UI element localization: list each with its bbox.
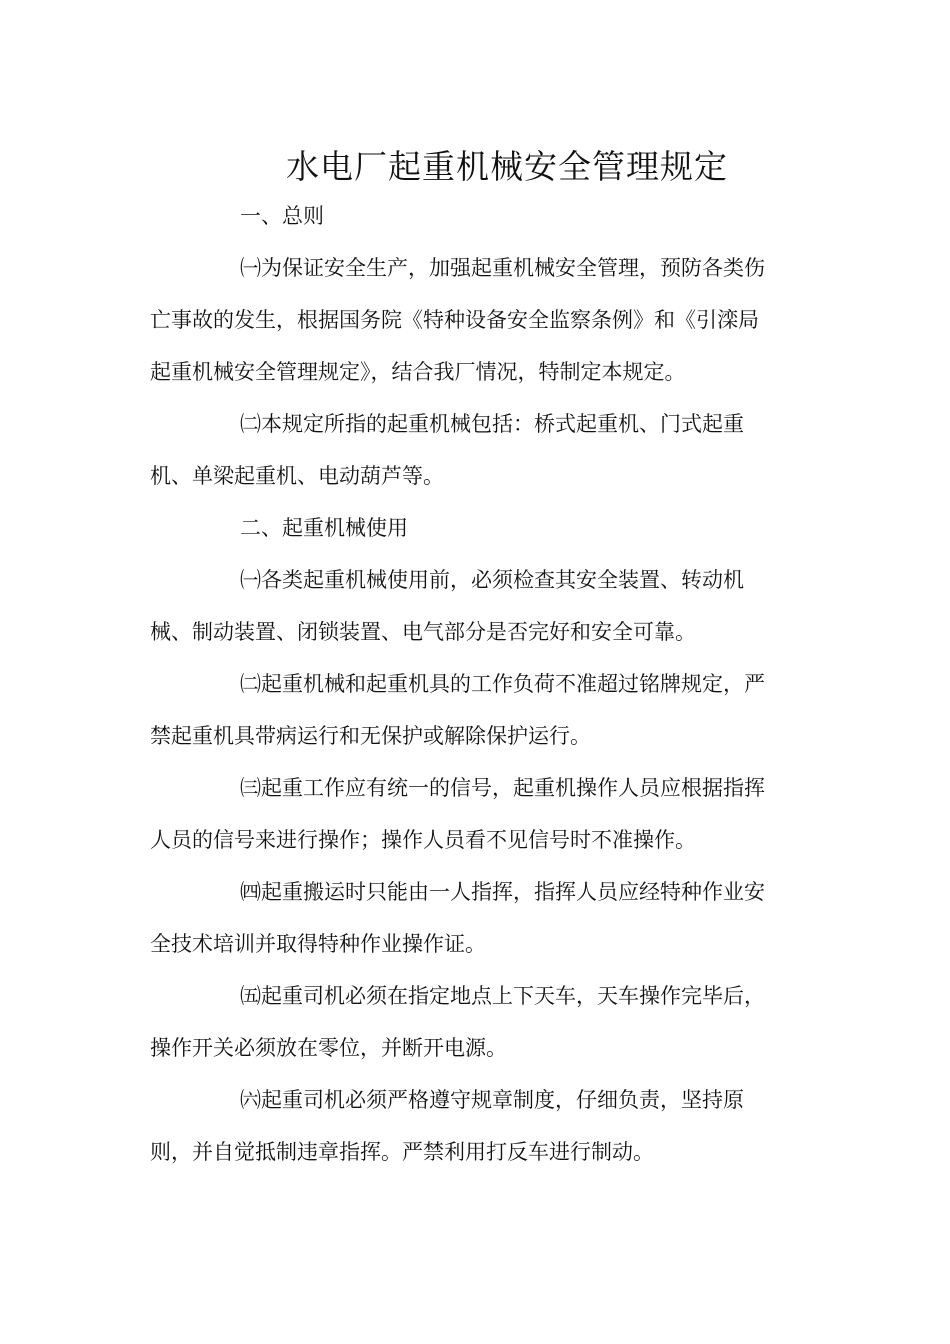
section-heading-general: 一、总则 <box>240 204 324 228</box>
paragraph <box>150 554 810 658</box>
paragraph-line: ㈢起重工作应有统一的信号，起重机操作人员应根据指挥 <box>240 776 765 800</box>
paragraph-line: 操作开关必须放在零位，并断开电源。 <box>150 1036 507 1060</box>
paragraph <box>150 1074 810 1178</box>
document-title: 水电厂起重机械安全管理规定 <box>286 147 728 187</box>
paragraph-line: 械、制动装置、闭锁装置、电气部分是否完好和安全可靠。 <box>150 620 696 644</box>
paragraph-line: 亡事故的发生，根据国务院《特种设备安全监察条例》和《引滦局 <box>150 308 759 332</box>
paragraph-line: ㈠各类起重机械使用前，必须检查其安全装置、转动机 <box>240 568 744 592</box>
paragraph-line: 全技术培训并取得特种作业操作证。 <box>150 932 486 956</box>
paragraph-line: 人员的信号来进行操作；操作人员看不见信号时不准操作。 <box>150 828 696 852</box>
paragraph <box>150 242 810 398</box>
paragraph-line: ㈡起重机械和起重机具的工作负荷不准超过铭牌规定，严 <box>240 672 765 696</box>
paragraph-line: 起重机械安全管理规定》，结合我厂情况，特制定本规定。 <box>150 360 686 384</box>
paragraph-line: ㈣起重搬运时只能由一人指挥，指挥人员应经特种作业安 <box>240 880 765 904</box>
paragraph-line: ㈠为保证安全生产，加强起重机械安全管理，预防各类伤 <box>240 256 765 280</box>
paragraph-line: 禁起重机具带病运行和无保护或解除保护运行。 <box>150 724 591 748</box>
document-body <box>150 190 810 1178</box>
paragraph-line: ㈡本规定所指的起重机械包括：桥式起重机、门式起重 <box>240 412 744 436</box>
section-heading-crane-use: 二、起重机械使用 <box>240 516 408 540</box>
paragraph <box>150 658 810 762</box>
paragraph-line: ㈥起重司机必须严格遵守规章制度，仔细负责，坚持原 <box>240 1088 744 1112</box>
paragraph-line: 机、单梁起重机、电动葫芦等。 <box>150 464 444 488</box>
paragraph <box>150 970 810 1074</box>
paragraph-line: 则，并自觉抵制违章指挥。严禁利用打反车进行制动。 <box>150 1140 654 1164</box>
paragraph-line: ㈤起重司机必须在指定地点上下天车，天车操作完毕后， <box>240 984 765 1008</box>
paragraph <box>150 866 810 970</box>
paragraph <box>150 762 810 866</box>
paragraph <box>150 398 810 502</box>
